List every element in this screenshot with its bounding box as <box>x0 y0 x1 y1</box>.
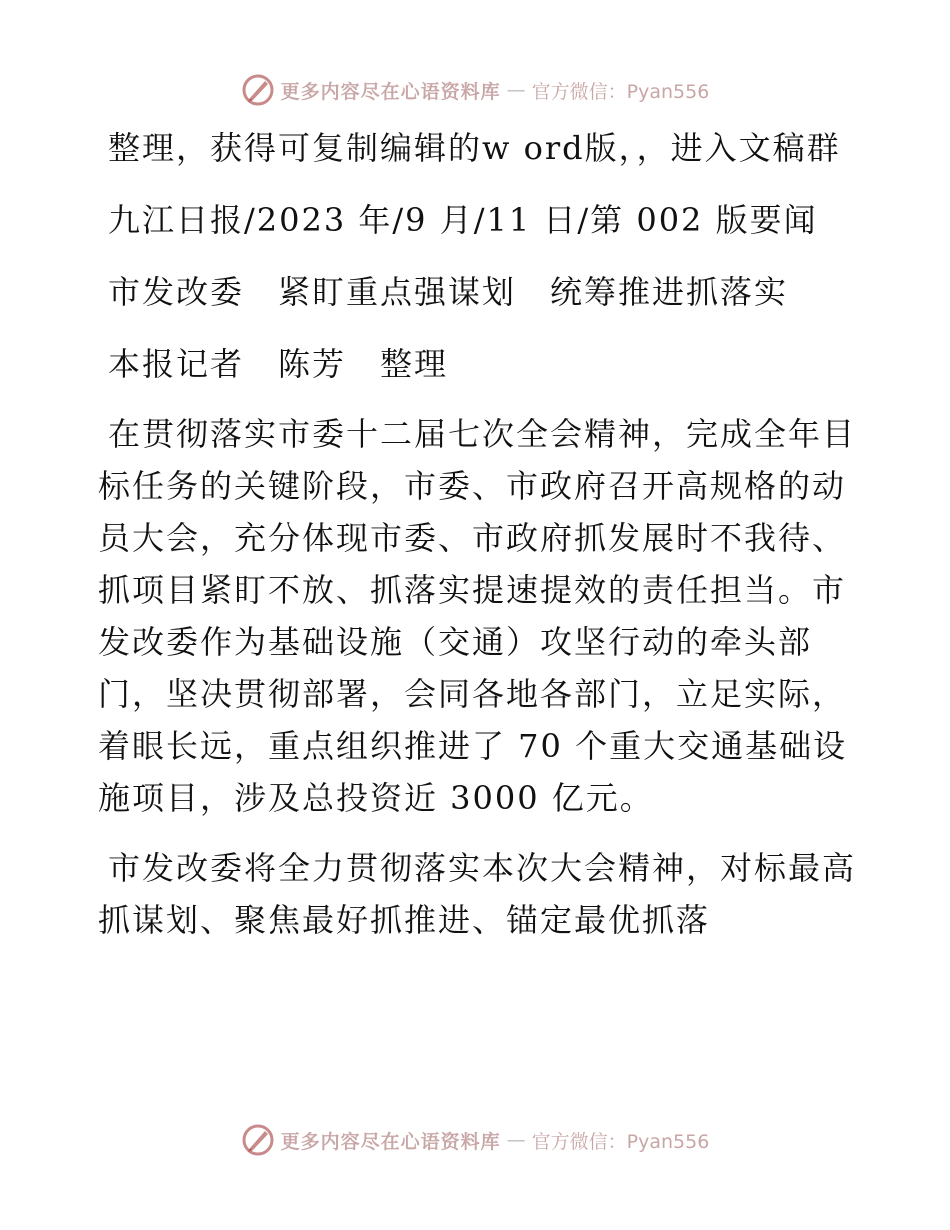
watermark-wechat: 官方微信：Pyan556 <box>531 1130 710 1153</box>
header-watermark <box>0 70 950 110</box>
body-paragraph: 在贯彻落实市委十二届七次全会精神，完成全年目标任务的关键阶段，市委、市政府召开高规格的动员大会，充分体现市委、市政府抓发展时不我待、抓项目紧盯不放、抓落实提速提效的责任担当。市发改委作为基础设施（交通）攻坚行动的牵头部门，坚决贯彻部署，会同各地各部门，立足实际，着眼长远，重点组织推进了 70 个重大交通基础设施项目，涉及总投资近 3000 亿元。 <box>98 415 857 817</box>
watermark-wechat: 官方微信：Pyan556 <box>531 80 710 103</box>
intro-note: 整理，获得可复制编辑的w ord版，，进入文稿群 <box>108 129 841 167</box>
source-line: 九江日报/2023 年/9 月/11 日/第 002 版要闻 <box>108 201 818 239</box>
document-body <box>98 118 858 946</box>
watermark-brand: 更多内容尽在心语资料库 <box>280 1130 501 1153</box>
quill-logo-icon <box>241 1123 275 1157</box>
body-paragraph: 市发改委将全力贯彻落实本次大会精神，对标最高抓谋划、聚焦最好抓推进、锚定最优抓落 <box>98 849 857 939</box>
byline: 本报记者 陈芳 整理 <box>108 345 449 383</box>
quill-logo-icon <box>241 73 275 107</box>
watermark-separator: — <box>506 79 526 101</box>
watermark-brand: 更多内容尽在心语资料库 <box>280 80 501 103</box>
article-title: 市发改委 紧盯重点强谋划 统筹推进抓落实 <box>108 273 789 311</box>
watermark-separator: — <box>506 1129 526 1151</box>
footer-watermark <box>0 1120 950 1160</box>
